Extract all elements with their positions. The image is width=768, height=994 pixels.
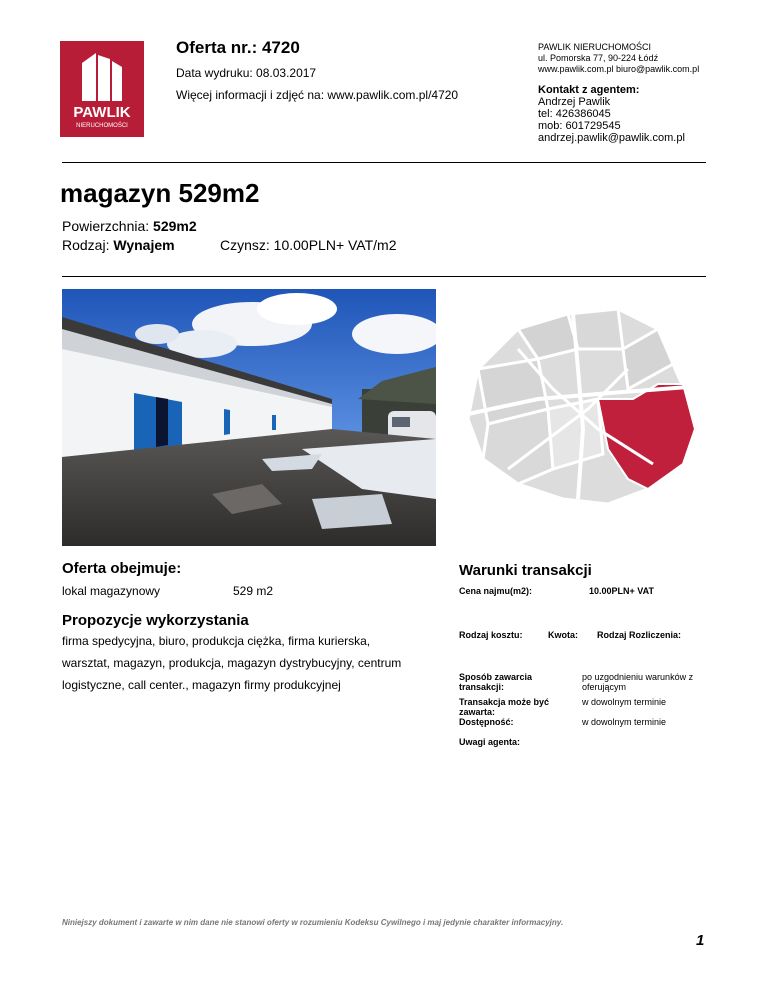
agent-tel: tel: 426386045 (538, 108, 611, 120)
company-name: PAWLIK NIERUCHOMOŚCI (538, 42, 652, 52)
type-value: Wynajem (113, 237, 175, 253)
includes-item-value: 529 m2 (233, 584, 274, 598)
print-date: Data wydruku: 08.03.2017 (176, 66, 317, 80)
usage-line-3: logistyczne, call center., magazyn firmy produkcyjnej (62, 678, 341, 692)
method-value: po uzgodnieniu warunków z oferującym (582, 672, 694, 692)
agent-contact (538, 84, 685, 144)
offer-number: Oferta nr.: 4720 (176, 38, 300, 57)
company-info (538, 42, 699, 75)
when-label: Transakcja może być zawarta: (459, 697, 550, 717)
settlement-label: Rodzaj Rozliczenia: (597, 630, 682, 640)
property-photo (62, 289, 436, 546)
location-map (458, 289, 708, 546)
usage-heading: Propozycje wykorzystania (62, 612, 249, 629)
divider-middle (62, 276, 706, 277)
rent-value: 10.00PLN+ VAT (589, 586, 654, 596)
cost-type-label: Rodzaj kosztu: (459, 630, 523, 640)
agent-name: Andrzej Pawlik (538, 96, 611, 108)
page-number: 1 (696, 932, 705, 949)
usage-line-2: warsztat, magazyn, produkcja, magazyn dystrybucyjny, centrum (62, 656, 402, 670)
availability-label: Dostępność: (459, 717, 514, 727)
company-web-email: www.pawlik.com.pl biuro@pawlik.com.pl (538, 64, 700, 74)
area-label: Powierzchnia: (62, 218, 150, 234)
company-logo (60, 41, 144, 137)
amount-label: Kwota: (548, 630, 578, 640)
availability-value: w dowolnym terminie (582, 717, 667, 727)
agent-mob: mob: 601729545 (538, 120, 621, 132)
method-label: Sposób zawarcia transakcji: (459, 672, 533, 692)
includes-item-name: lokal magazynowy (62, 584, 161, 598)
type-label: Rodzaj: (62, 237, 110, 253)
offer-includes-heading: Oferta obejmuje: (62, 560, 182, 577)
terms-heading: Warunki transakcji (459, 562, 592, 579)
logo-buildings-icon (60, 41, 144, 137)
divider-top (62, 162, 706, 163)
rent-label: Cena najmu(m2): (459, 586, 533, 596)
rent-line: Czynsz: 10.00PLN+ VAT/m2 (220, 237, 397, 253)
more-info-link[interactable]: Więcej informacji i zdjęć na: www.pawlik.com.pl/4720 (176, 88, 459, 102)
agent-email[interactable]: andrzej.pawlik@pawlik.com.pl (538, 132, 685, 144)
svg-text:NIERUCHOMOŚCI: NIERUCHOMOŚCI (76, 123, 128, 129)
when-value: w dowolnym terminie (582, 697, 667, 707)
company-address: ul. Pomorska 77, 90-224 Łódź (538, 53, 659, 63)
agent-notes-label: Uwagi agenta: (459, 737, 521, 747)
area-line (62, 218, 197, 234)
type-line (62, 237, 175, 253)
agent-heading: Kontakt z agentem: (538, 84, 640, 96)
area-value: 529m2 (153, 218, 197, 234)
disclaimer: Niniejszy dokument i zawarte w nim dane nie stanowi oferty w rozumieniu Kodeksu Cywilnego i maj jedynie charakter informacyjny. (62, 918, 564, 927)
svg-text:PAWLIK: PAWLIK (73, 104, 131, 121)
usage-line-1: firma spedycyjna, biuro, produkcja ciężka, firma kurierska, (62, 634, 371, 648)
listing-title: magazyn 529m2 (60, 178, 260, 208)
